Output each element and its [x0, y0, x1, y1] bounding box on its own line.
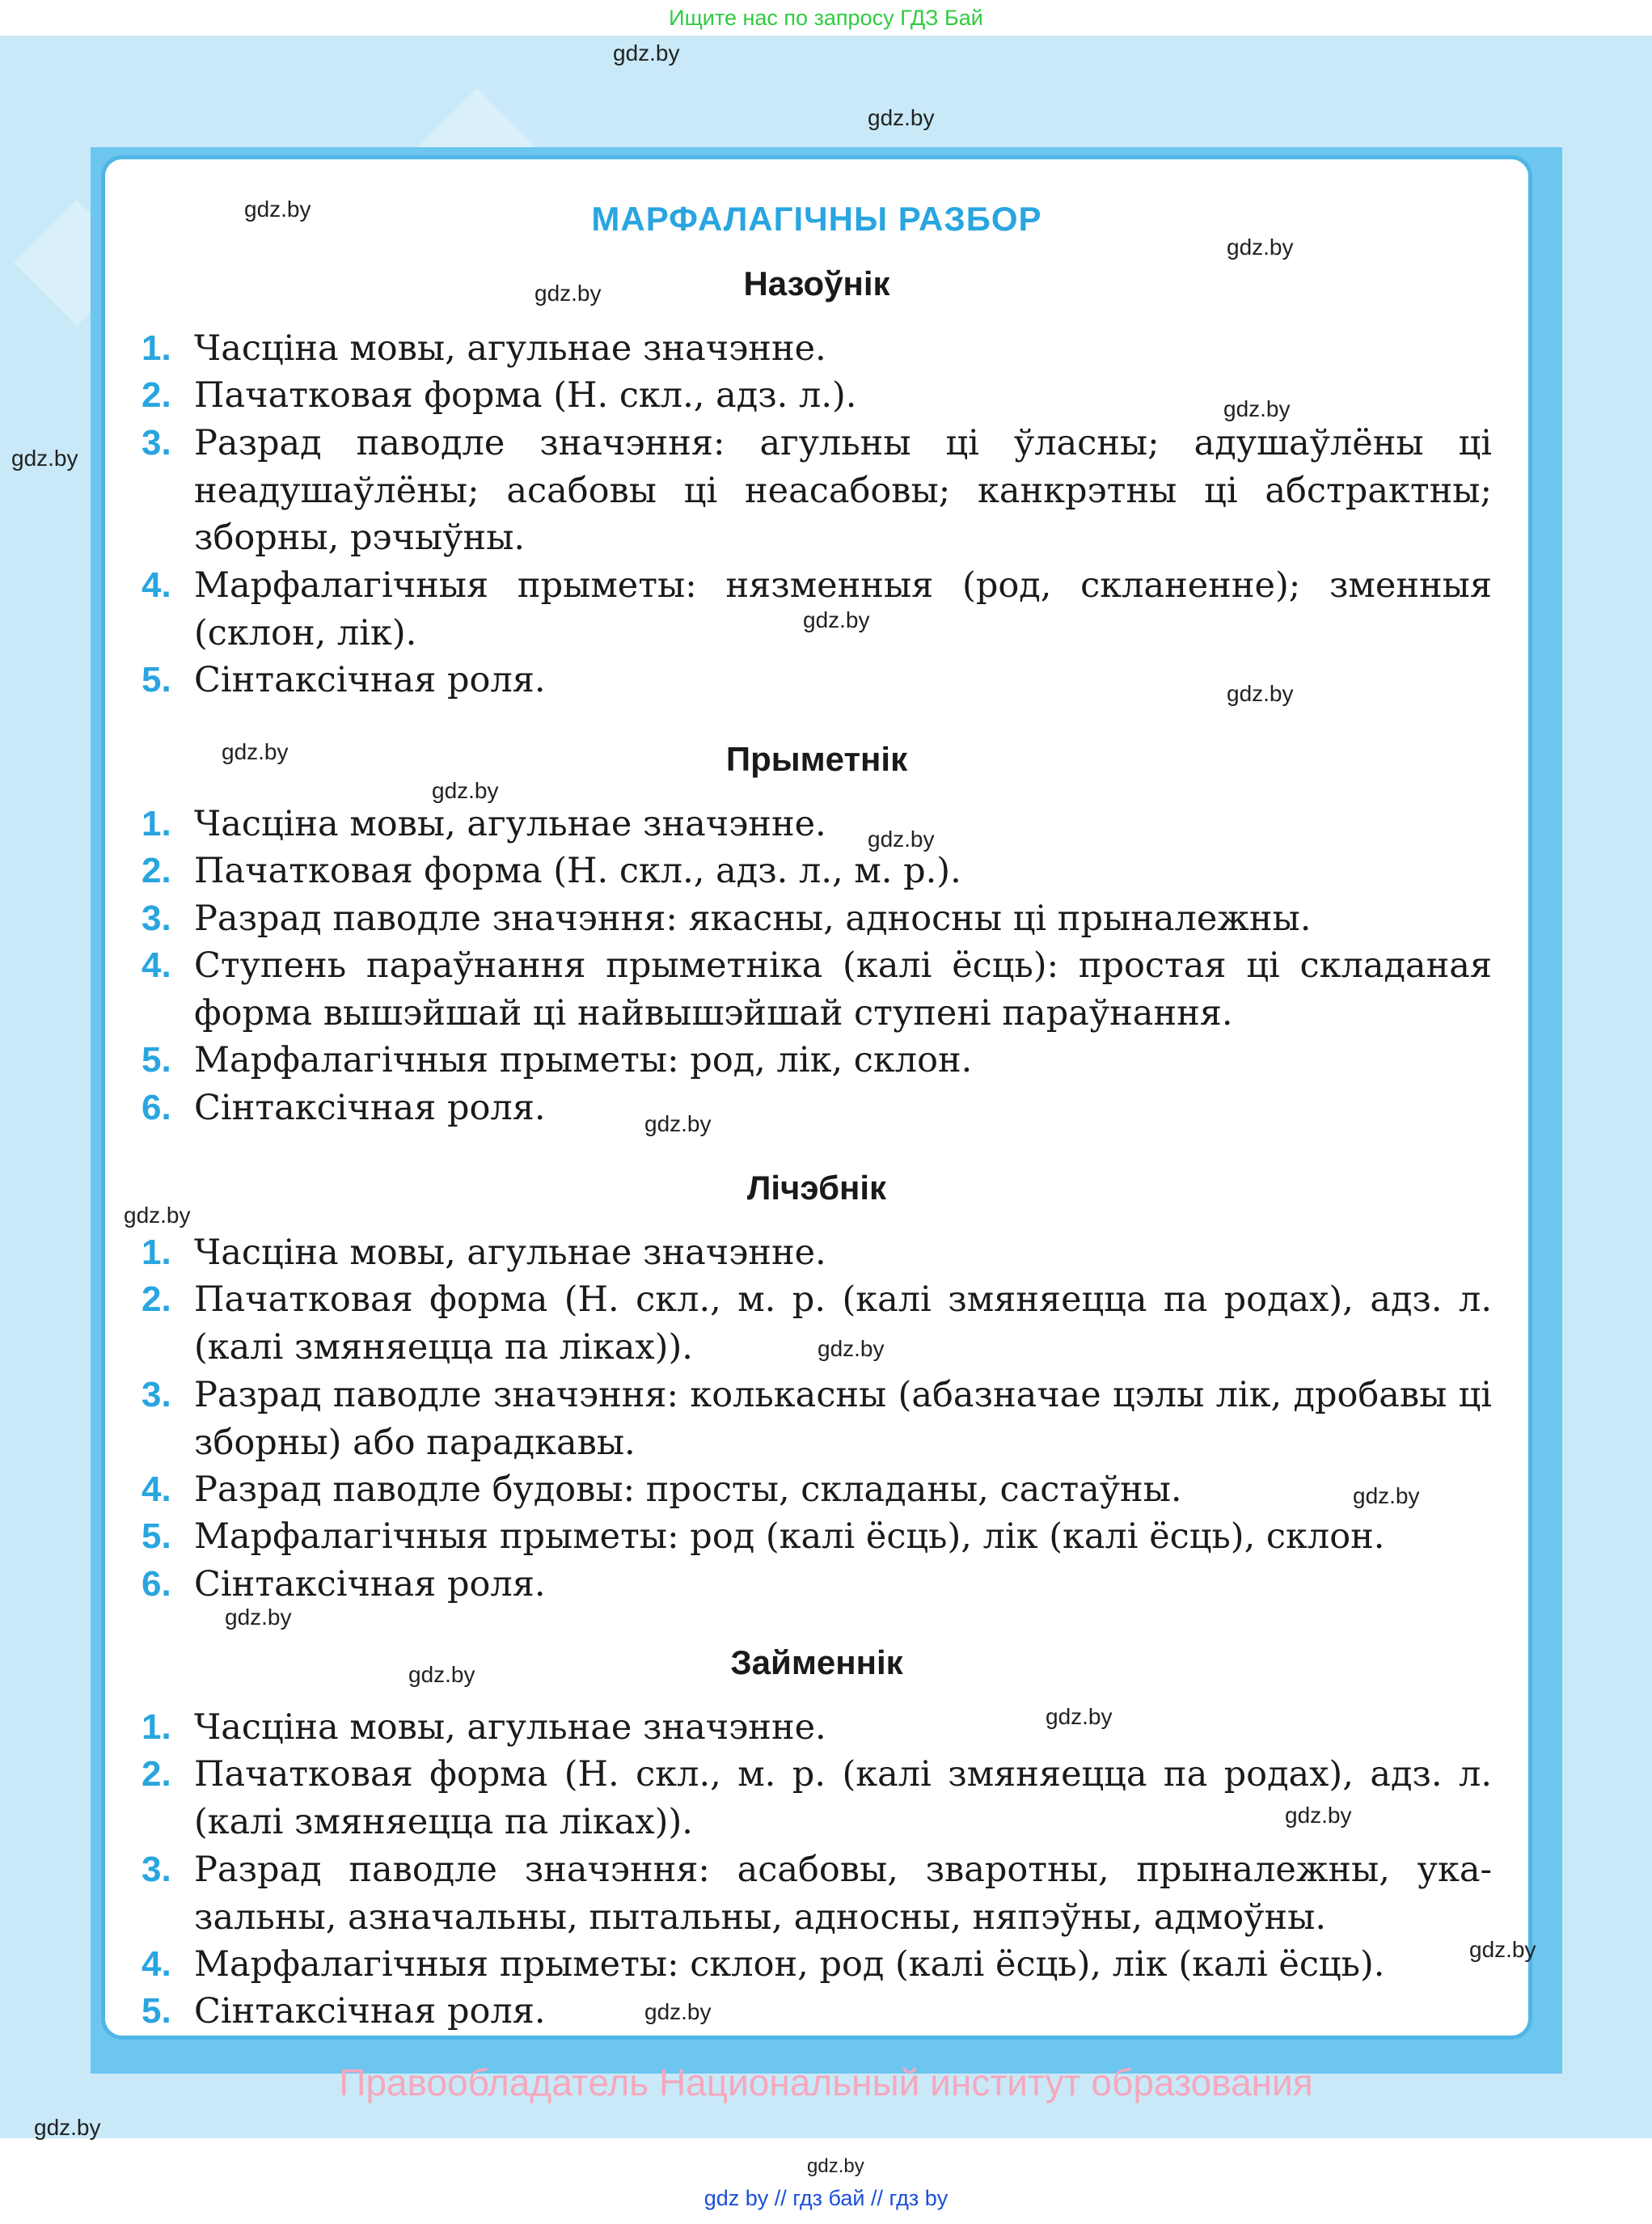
item-text: Марфалагічныя прыметы: склон, род (калі ёсць), лік (калі ёсць).: [194, 1944, 1385, 1985]
item-number: 3.: [142, 898, 171, 938]
watermark: gdz.by: [644, 1111, 712, 1136]
item-text: Часціна мовы, агульнае значэнне.: [194, 1707, 826, 1748]
watermark: gdz.by: [803, 607, 870, 632]
section-heading-lichebnik: Лічэбнік: [746, 1169, 887, 1207]
section-heading-zajmennik: Займеннік: [730, 1643, 903, 1681]
list-item: [142, 1988, 1492, 2036]
section-heading-prymetnik: Прыметнік: [725, 740, 908, 778]
list-item: [142, 420, 1492, 562]
section-heading-nazounik: Назоўнік: [743, 264, 890, 302]
list-item: [142, 1085, 1492, 1132]
item-number: 6.: [142, 1564, 171, 1604]
watermark: gdz.by: [432, 778, 499, 803]
item-number: 4.: [142, 1469, 171, 1509]
item-text: Часціна мовы, агульнае значэнне.: [194, 328, 826, 369]
copyright-notice: Правообладатель Национальный институт образования: [339, 2061, 1313, 2103]
item-number: 3.: [142, 1850, 171, 1889]
item-number: 1.: [142, 1233, 171, 1272]
watermark: gdz.by: [11, 446, 78, 471]
item-text: Разрад паводле значэння: колькасны (абазначае цэлы лік, дробавы ці зборны) або парадкавы.: [194, 1375, 1492, 1463]
list-item: [142, 942, 1492, 1037]
watermark: gdz.by: [1046, 1704, 1113, 1729]
watermark: gdz.by: [1469, 1937, 1536, 1962]
item-text: Марфалагічныя прыметы: род (калі ёсць), лік (калі ёсць), склон.: [194, 1516, 1385, 1557]
list-item: [142, 1561, 1492, 1609]
watermark: gdz.by: [222, 739, 289, 764]
list-item: [142, 1372, 1492, 1466]
watermark: gdz.by: [1353, 1483, 1420, 1508]
watermark: gdz.by: [868, 827, 935, 852]
item-number: 5.: [142, 660, 171, 700]
list-item: [142, 848, 1492, 895]
watermark: gdz.by: [818, 1336, 885, 1361]
item-number: 4.: [142, 1944, 171, 1984]
watermark: gdz.by: [1285, 1803, 1352, 1828]
item-number: 6.: [142, 1088, 171, 1127]
item-text: Сінтаксічная роля.: [194, 1564, 546, 1605]
top-banner: Ищите нас по запросу ГДЗ Бай: [0, 0, 1652, 36]
list-item: [142, 1276, 1492, 1371]
item-number: 3.: [142, 423, 171, 463]
item-text: Марфалагічныя прыметы: нязменныя (род, скланенне); зменныя (склон, лік).: [194, 565, 1492, 653]
watermark: gdz.by: [124, 1203, 191, 1228]
watermark: gdz.by: [34, 2115, 101, 2140]
item-number: 1.: [142, 1707, 171, 1747]
list-item: [142, 1037, 1492, 1085]
watermark: gdz.by: [1223, 396, 1291, 421]
item-text: Разрад паводле значэння: агульны ці ўласны; адушаўлёны ці неадушаўлёны; асабовы ці неасабовы; канкрэтны ці абстрактны; зборны, рэчыўны.: [194, 423, 1492, 558]
item-text: Часціна мовы, агульнае значэнне.: [194, 1233, 826, 1273]
watermark: gdz.by: [613, 40, 680, 66]
watermark: gdz.by: [408, 1662, 475, 1687]
watermark: gdz.by: [1227, 681, 1294, 706]
watermark: gdz.by: [225, 1605, 292, 1630]
list-item: [142, 1751, 1492, 1846]
list-item: [142, 1704, 1492, 1752]
item-number: 3.: [142, 1375, 171, 1414]
list-item: [142, 325, 1492, 373]
watermark: gdz.by: [534, 281, 602, 306]
item-text: Сінтаксічная роля.: [194, 1088, 546, 1128]
item-text: Ступень параўнання прыметніка (калі ёсць): простая ці складаная форма вышэйшай ці найвышэйшай ступені параўнання.: [194, 945, 1492, 1034]
item-text: Пачатковая форма (Н. скл., адз. л.).: [194, 375, 857, 416]
item-number: 2.: [142, 375, 171, 415]
item-number: 2.: [142, 1279, 171, 1319]
list-item: [142, 1941, 1492, 1989]
item-text: Марфалагічныя прыметы: род, лік, склон.: [194, 1040, 973, 1080]
list-item: [142, 895, 1492, 943]
list-item: [142, 1846, 1492, 1941]
item-number: 4.: [142, 945, 171, 985]
content-card: [101, 155, 1532, 2040]
item-text: Разрад паводле будовы: просты, складаны, састаўны.: [194, 1469, 1182, 1510]
item-number: 1.: [142, 328, 171, 368]
item-number: 5.: [142, 1040, 171, 1080]
item-number: 5.: [142, 1991, 171, 2031]
list-item: [142, 1466, 1492, 1514]
list-item: [142, 1229, 1492, 1277]
item-text: Сінтаксічная роля.: [194, 1991, 546, 2032]
item-number: 2.: [142, 1754, 171, 1794]
item-text: Разрад паводле значэння: якасны, адносны ці прыналежны.: [194, 898, 1312, 939]
watermark: gdz.by: [807, 2155, 864, 2177]
item-number: 5.: [142, 1516, 171, 1556]
item-number: 2.: [142, 851, 171, 890]
item-text: Часціна мовы, агульнае значэнне.: [194, 804, 826, 844]
watermark: gdz.by: [644, 1999, 712, 2024]
watermark: gdz.by: [1227, 235, 1294, 260]
item-text: Пачатковая форма (Н. скл., м. р. (калі змяняецца па родах), адз. л. (калі змяняецца па ліках)).: [194, 1279, 1492, 1368]
item-number: 1.: [142, 804, 171, 844]
page-title: МАРФАЛАГІЧНЫ РАЗБОР: [591, 200, 1042, 238]
watermark: gdz.by: [868, 105, 935, 130]
item-number: 4.: [142, 565, 171, 605]
watermark: gdz.by: [244, 197, 311, 222]
list-item: [142, 1513, 1492, 1561]
item-text: Сінтаксічная роля.: [194, 660, 546, 700]
item-text: Пачатковая форма (Н. скл., м. р. (калі змяняецца па родах), адз. л. (калі змяняецца па ліках)).: [194, 1754, 1492, 1842]
footer-links[interactable]: gdz by // гдз бай // гдз by: [703, 2186, 949, 2210]
list-item: [142, 801, 1492, 848]
item-text: Разрад паводле значэння: асабовы, зваротны, прыналежны, указальны, азначальны, пытальны, адносны, няпэўны, адмоўны.: [194, 1850, 1492, 1938]
item-text: Пачатковая форма (Н. скл., адз. л., м. р.).: [194, 851, 961, 891]
